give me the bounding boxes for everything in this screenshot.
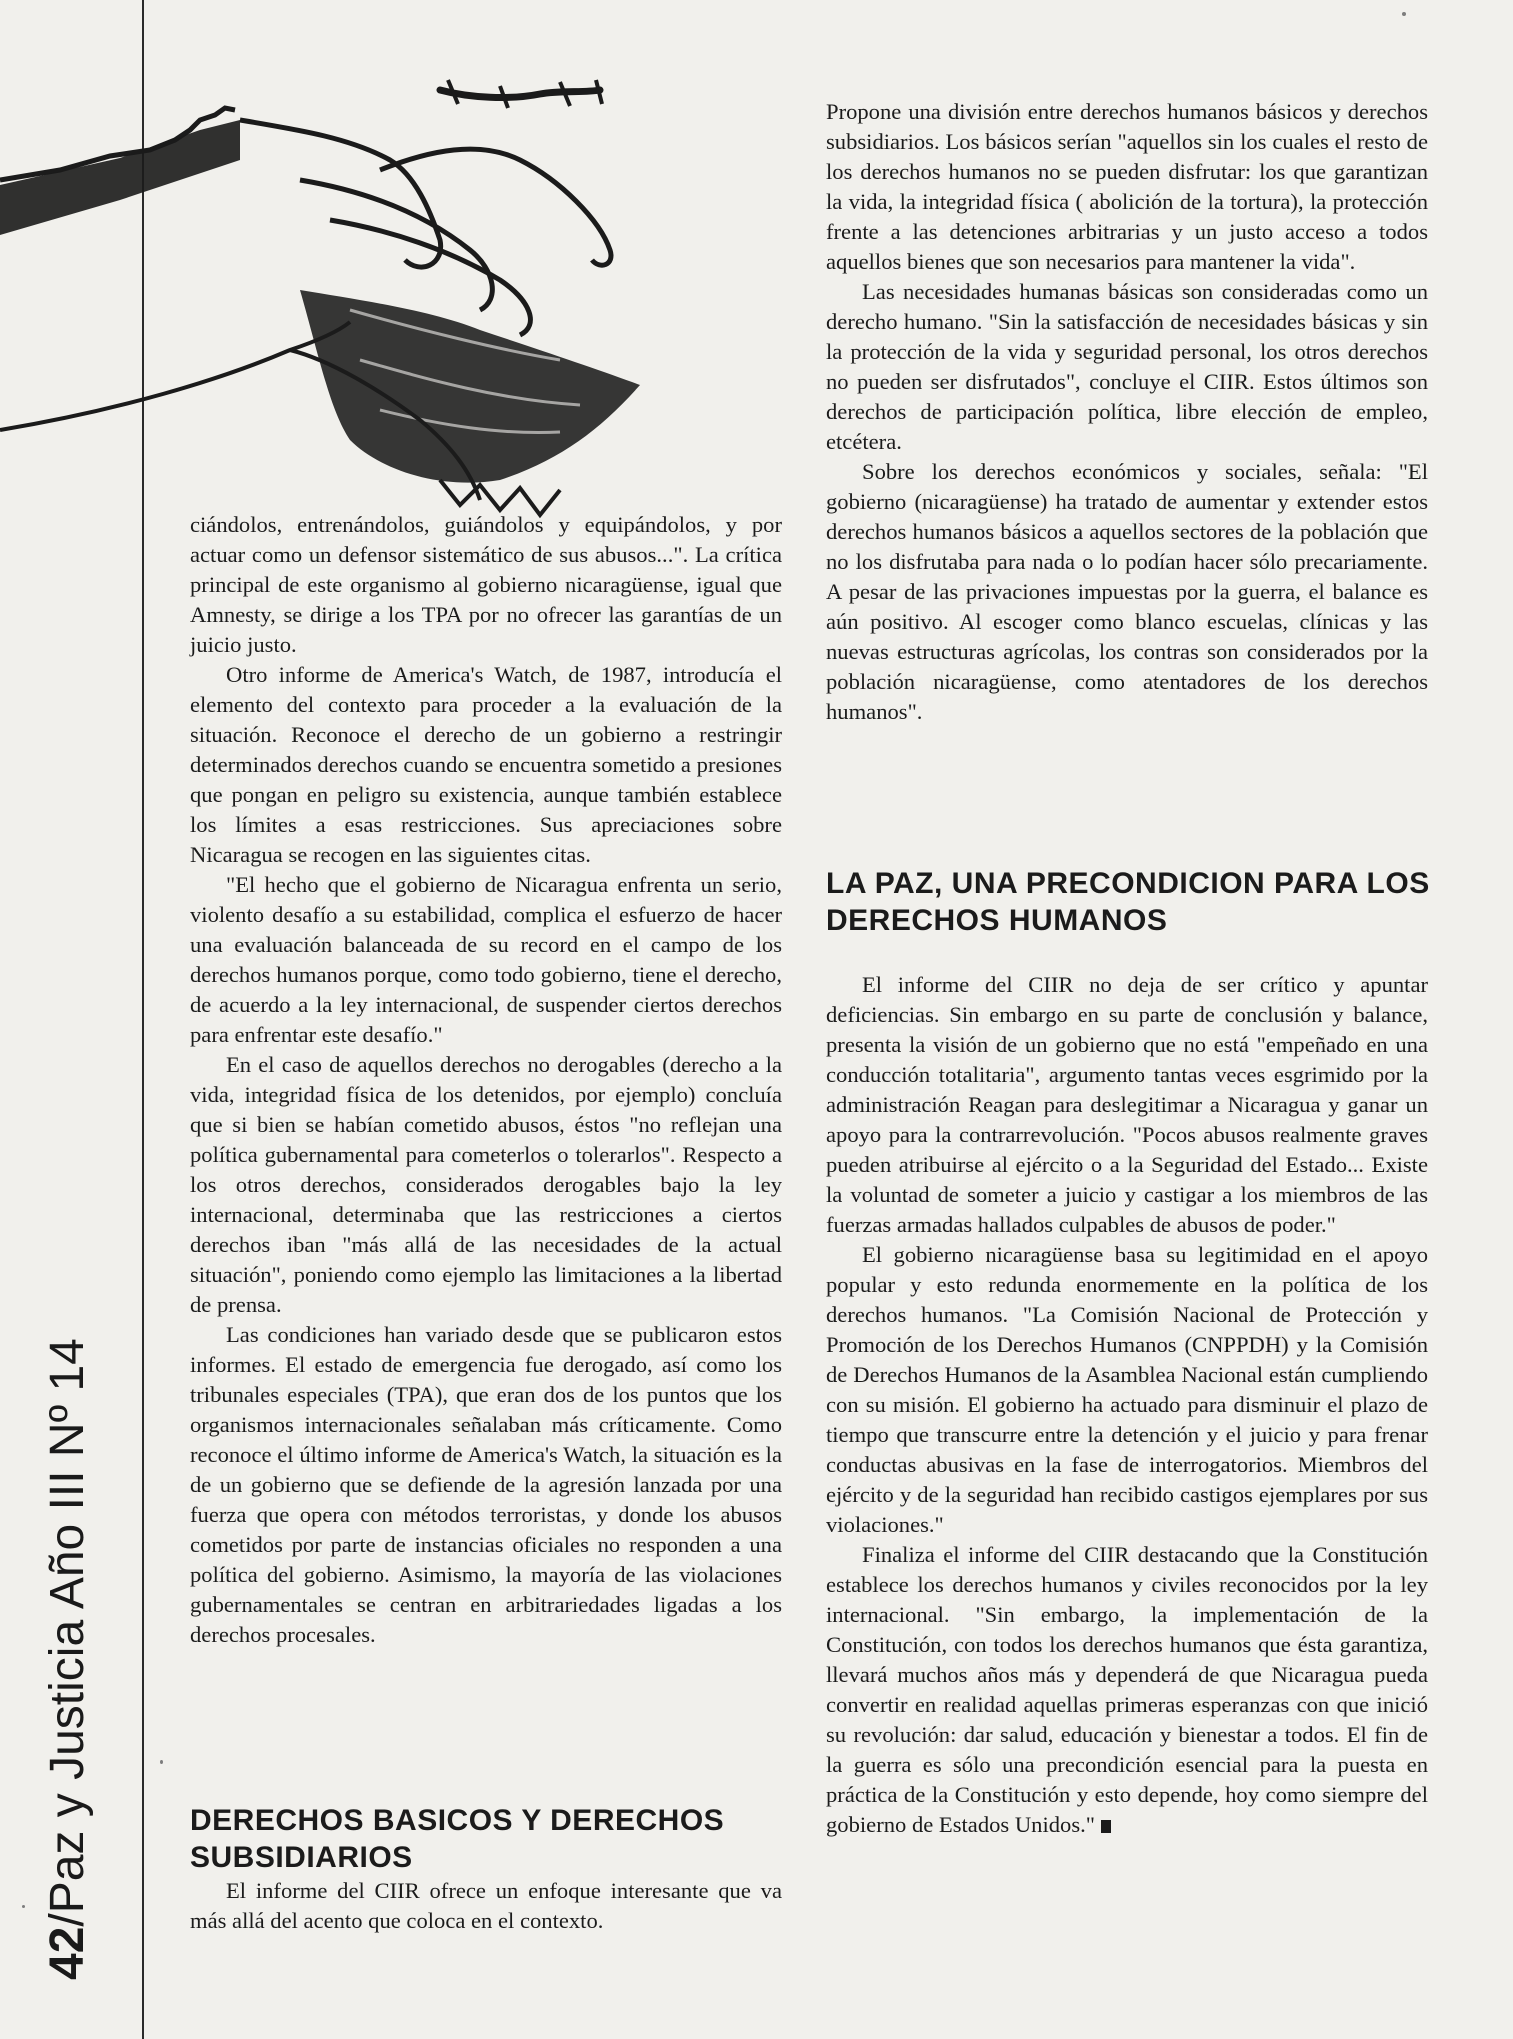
paragraph: Propone una división entre derechos humanos básicos y derechos subsidiarios. Los básicos serían "aquellos sin los cuales el resto de los derechos humanos no se pueden disfrutar: los que garantizan la vida, la integridad física ( abolición de la tortura), la protección frente a las detenciones arbitrarias y un justo acceso a todos aquellos bienes que son necesarios para mantener la vida".	[826, 99, 1428, 274]
closing-paragraph-text: Finaliza el informe del CIIR destacando que la Constitución establece los derechos humanos y civiles reconocidos por la ley internacional. "Sin embargo, la implementación de la Constitución, con todos los derechos humanos que ésta garantiza, llevará muchos años más y dependerá de que Nicaragua pueda convertir en realidad aquellas primeras esperanzas con que inició su revolución: dar salud, educación y bienestar a todos. El fin de la guerra es sólo una precondición esencial para la puesta en práctica de la Constitución y esto depende, hoy como siempre del gobierno de Estados Unidos."	[826, 1542, 1428, 1837]
section-heading: DERECHOS BASICOS Y DERECHOS SUBSIDIARIOS	[190, 1804, 725, 1874]
paragraph: ciándolos, entrenándolos, guiándolos y equipándolos, y por actuar como un defensor sistemático de sus abusos...". La crítica principal de este organismo al gobierno nicaragüense, igual que Amnesty, se dirige a los TPA por no ofrecer las garantías de un juicio justo.	[190, 512, 782, 657]
end-of-article-mark	[1101, 1820, 1111, 1833]
paragraph: Las condiciones han variado desde que se publicaron estos informes. El estado de emergencia fue derogado, así como los tribunales especiales (TPA), que eran dos de los puntos que los organismos internacionales señalaban más críticamente. Como reconoce el último informe de America's Watch, la situación es la de un gobierno que se defiende de la agresión lanzada por una fuerza que opera con métodos terroristas, y donde los abusos cometidos por parte de instancias oficiales no responden a una política del gobierno. Asimismo, la mayoría de las violaciones gubernamentales se centran en arbitrariedades ligadas a los derechos procesales.	[190, 1322, 782, 1647]
paragraph: Las necesidades humanas básicas son consideradas como un derecho humano. "Sin la satisfacción de necesidades básicas y sin la protección de la vida y seguridad personal, los otros derechos no pueden ser disfrutados", concluye el CIIR. Estos últimos son derechos de participación política, libre elección de empleo, etcétera.	[826, 279, 1428, 454]
paragraph: En el caso de aquellos derechos no derogables (derecho a la vida, integridad física de los detenidos, por ejemplo) concluía que si bien se habían cometido abusos, éstos "no reflejan una política gubernamental para cometerlos o tolerarlos". Respecto a los otros derechos, considerados derogables bajo la ley internacional, determinaba que las restricciones a ciertos derechos iban "más allá de las necesidades de la actual situación", poniendo como ejemplo las limitaciones a la libertad de prensa.	[190, 1052, 782, 1317]
finger-1	[240, 120, 441, 267]
print-speck	[22, 1905, 25, 1908]
sleeve-hatching	[0, 120, 240, 235]
left-column-body	[190, 510, 782, 1650]
section-heading: LA PAZ, UNA PRECONDICION PARA LOS DERECHOS HUMANOS	[826, 867, 1430, 937]
barbed-wire	[440, 90, 600, 97]
print-speck	[1402, 12, 1406, 16]
palm-shadow	[300, 290, 640, 483]
right-column-body	[826, 97, 1428, 727]
forearm-lower	[0, 322, 350, 430]
paragraph: El informe del CIIR no deja de ser crítico y apuntar deficiencias. Sin embargo en su parte de conclusión y balance, presenta la visión de un gobierno que no está "empeñado en una conducción totalitaria", argumento tantas veces esgrimido por la administración Reagan para deslegitimar a Nicaragua y ganar un apoyo para la contrarrevolución. "Pocos abusos realmente graves pueden atribuirse al ejército o a la Seguridad del Estado... Existe la voluntad de someter a juicio y castigar a los miembros de las fuerzas armadas hallados culpables de abusos de poder."	[826, 972, 1428, 1237]
paragraph	[826, 1540, 1428, 1840]
finger-2	[300, 180, 492, 310]
page-number: 42	[41, 1926, 94, 1980]
right-column-after-heading	[826, 970, 1428, 1840]
paragraph: Otro informe de America's Watch, de 1987, introducía el elemento del contexto para proceder a la evaluación de la situación. Reconoce el derecho de un gobierno a restringir determinados derechos cuando se encuentra sometido a presiones que pongan en peligro su existencia, aunque también establece los límites a esas restricciones. Sus apreciaciones sobre Nicaragua se recogen en las siguientes citas.	[190, 662, 782, 867]
paragraph: El informe del CIIR ofrece un enfoque interesante que va más allá del acento que coloca en el contexto.	[190, 1878, 782, 1933]
print-speck	[160, 1760, 163, 1764]
paragraph: Sobre los derechos económicos y sociales, señala: "El gobierno (nicaragüense) ha tratado de aumentar y extender estos derechos humanos básicos a aquellos sectores de la población que no los disfrutaba para nada o lo podían hacer sólo precariamente. A pesar de las privaciones impuestas por la guerra, el balance es aún positivo. Al escoger como blanco escuelas, clínicas y las nuevas estructuras agrícolas, los contras son considerados por la población nicaragüense, como atentadores de los derechos humanos".	[826, 459, 1428, 724]
paragraph: El gobierno nicaragüense basa su legitimidad en el apoyo popular y esto redunda enormemente en la política de los derechos humanos. "La Comisión Nacional de Protección y Promoción de los Derechos Humanos (CNPPDH) y la Comisión de Derechos Humanos de la Asamblea Nacional están cumpliendo con su misión. El gobierno ha actuado para disminuir el plazo de tiempo que transcurre entre la detención y el juicio y para frenar conductas abusivas en la fase de interrogatorios. Miembros del ejército y de la seguridad han recibido castigos ejemplares por sus violaciones."	[826, 1242, 1428, 1537]
finger-4	[380, 149, 611, 265]
hand-illustration	[0, 60, 800, 520]
left-column-after-heading	[190, 1876, 782, 1936]
running-title: /Paz y Justicia Año III Nº 14	[41, 1338, 94, 1927]
paragraph: "El hecho que el gobierno de Nicaragua enfrenta un serio, violento desafío a su estabilidad, complica el esfuerzo de hacer una evaluación balanceada de su record en el campo de los derechos humanos porque, como todo gobierno, tiene el derecho, de acuerdo a la ley internacional, de suspender ciertos derechos para enfrentar este desafío."	[190, 872, 782, 1047]
